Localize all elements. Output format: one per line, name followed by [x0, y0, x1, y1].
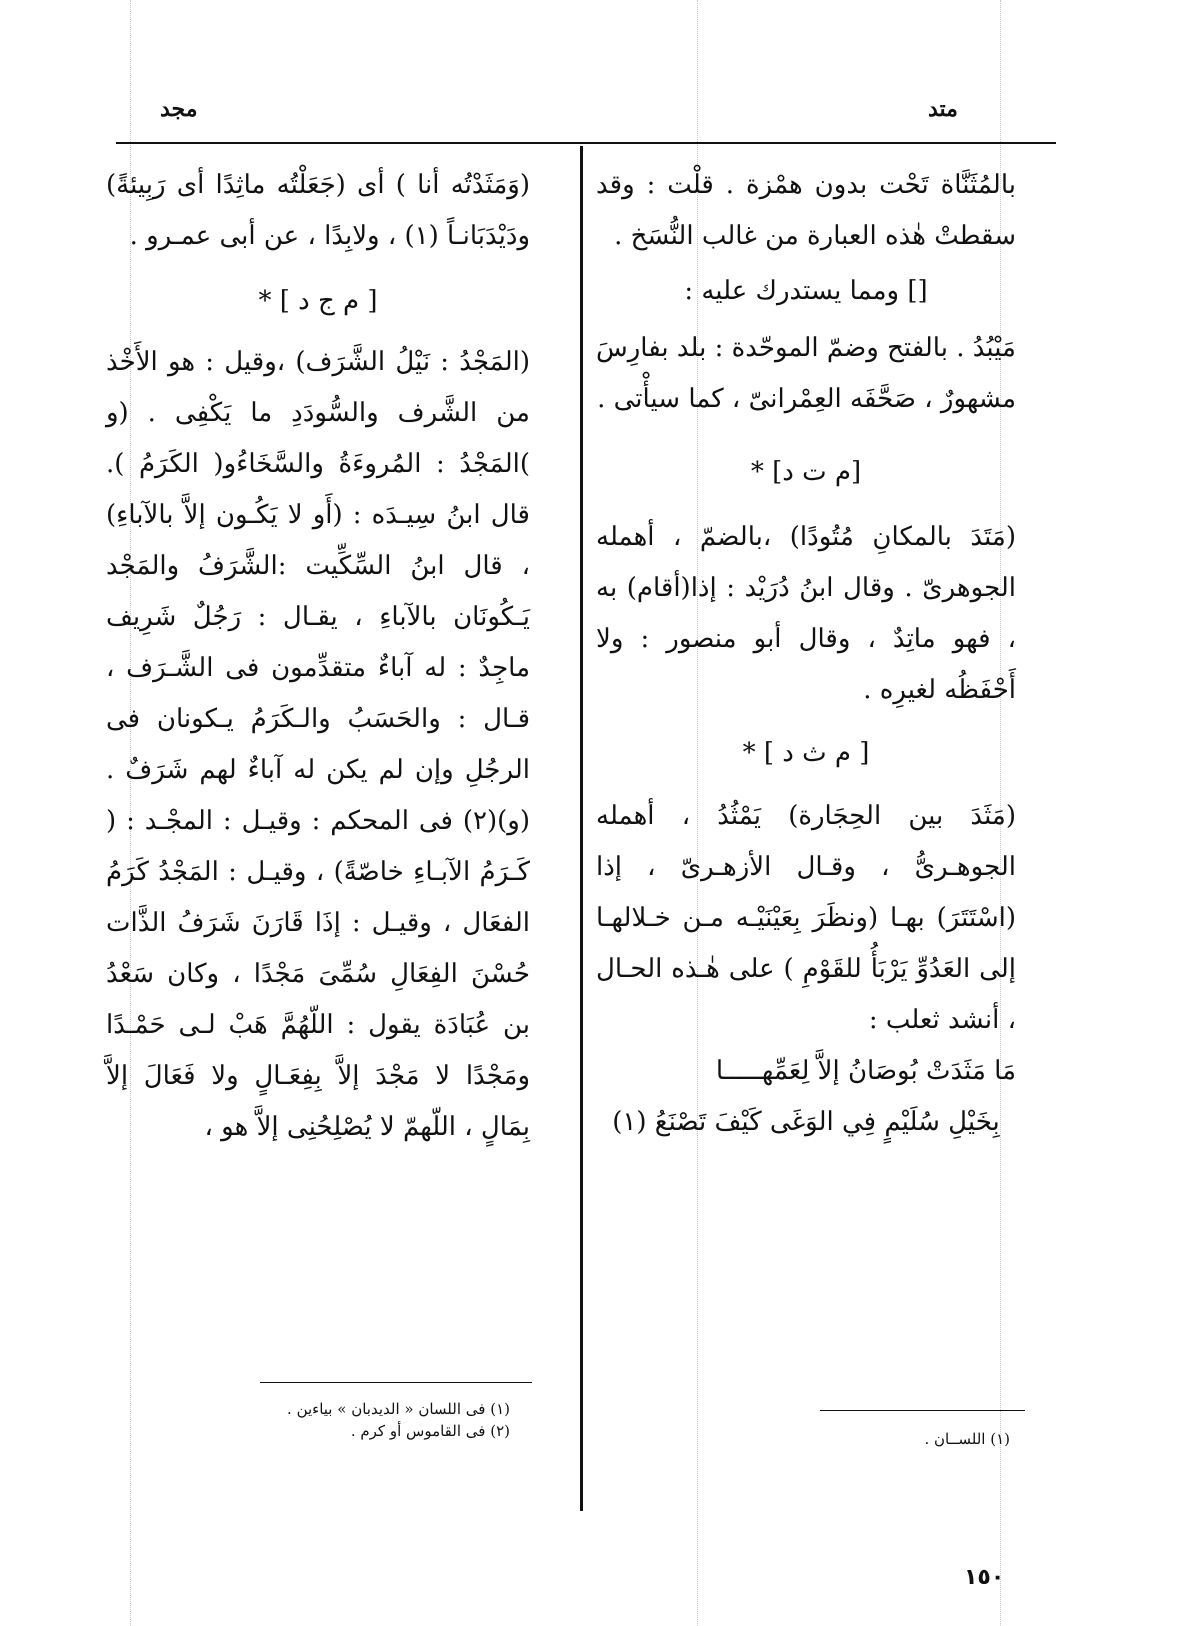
- left-footnote-1: (١) فى اللسان « الديدبان » بياءين .: [287, 1400, 510, 1418]
- column-divider: [580, 146, 583, 1511]
- right-column: [596, 160, 1016, 1148]
- entry-heading-mtd: [م ت د] *: [750, 457, 862, 487]
- entry-heading-mthd: [ م ث د ] *: [742, 738, 870, 768]
- entry-heading-mjd: [ م ج د ] *: [258, 286, 378, 316]
- right-subheading-addendum: [] ومما يستدرك عليه :: [684, 276, 928, 306]
- left-footnotes: [250, 1398, 510, 1442]
- right-footnotes: [820, 1428, 1010, 1450]
- verse-line-2: بِخَيْلِ سُلَيْمٍ فِي الوَغَى كَيْفَ تَصْنَعُ (١): [612, 1107, 1000, 1137]
- verse-line-1: مَا مَثَدَتْ بُوصَانُ إلاَّ لِعَمِّهـــــا: [715, 1056, 1016, 1086]
- header-right-word: متد: [928, 96, 958, 122]
- right-footnote-1: (١) اللســان .: [924, 1430, 1010, 1448]
- right-paragraph-1: بالمُثَنَّاة تَحْت بدون همْزة . قلْت : وقد سقطتْ هٰذه العبارة من غالب النُّسَخ .: [596, 170, 1016, 251]
- page-number: ١٥٠: [964, 1565, 1005, 1590]
- left-paragraph-majd: (المَجْدُ : نَيْلُ الشَّرَف) ،وقيل : هو الأَخْذ من الشَّرف والسُّودَدِ ما يَكْفِى . (و )المَجْدُ : المُروءَةُ والسَّخَاءُو( الكَرَمُ ). قال ابنُ سِيـدَه : (أَو لا يَكُـون إلاَّ بالآباءِ) ، قال ابنُ السِّكِّيت :الشَّرَفُ والمَجْد يَـكُونَان بالآباءِ ، يقـال : رَجُلٌ شَرِيف ماجِدٌ : له آباءٌ متقدِّمون فى الشَّـرَف ، قـال : والحَسَبُ والـكَرَمُ يـكونان فى الرجُلِ وإن لم يكن له آباءٌ لهم شَرَفٌ . (و)(٢) فى المحكم : وقيـل : المجْـد : ( كَـرَمُ الآبـاءِ خاصّةً) ، وقيـل : المَجْدُ كَرَمُ الفعَال ، وقيـل : إذَا قَارَنَ شَرَفُ الذَّات حُسْنَ الفِعَالِ سُمِّىَ مَجْدًا ، وكان سَعْدُ بن عُبَادَة يقول : اللّهُمَّ هَبْ لـى حَمْـدًا ومَجْدًا لا مَجْدَ إلاَّ بِفِعَـالٍ ولا فَعَالَ إلاَّ بِمَالٍ ، اللّهمّ لا يُصْلِحُنِى إلاَّ هو ،: [106, 347, 530, 1142]
- left-paragraph-1: (وَمَثَدْتُه أنا ) أى (جَعَلْتُه ماثِدًا أى رَبِيئةً) ودَيْدَبَانـاً (١) ، ولابِدًا ، عن أبى عمـرو .: [106, 170, 530, 251]
- right-paragraph-mathada: (مَثَدَ بين الحِجَارة) يَمْثُدُ ، أهمله الجوهـرىُّ ، وقـال الأزهـرىّ ، إذا (اسْتَتَرَ) بهـا (ونظَرَ بِعَيْنَيْـه مـن خـلالهـا إلى العَدُوِّ يَرْبَأُ للقَوْمِ ) على هٰـذه الحـال ، أنشد ثعلب :: [596, 801, 1016, 1035]
- left-column: [106, 160, 530, 1153]
- right-footnote-rule: [820, 1410, 1025, 1411]
- left-footnote-rule: [260, 1382, 532, 1383]
- header-rule: [116, 142, 1056, 144]
- left-footnote-2: (٢) فى القاموس أو كرم .: [350, 1422, 510, 1440]
- right-paragraph-matada: (مَتَدَ بالمكانِ مُتُودًا) ،بالضمّ ، أهمله الجوهرىّ . وقال ابنُ دُرَيْد : إذا(أقام) به ، فهو ماتِدٌ ، وقال أبو منصور : ولا أَحْفَظُه لغيرِه .: [596, 522, 1016, 705]
- right-paragraph-maybud: مَيْبُدُ . بالفتح وضمّ الموحّدة : بلد بفارِسَ مشهورٌ ، صَحَّفَه العِمْرانىّ ، كما سيأْتى .: [596, 333, 1016, 414]
- header-left-word: مجد: [160, 96, 198, 122]
